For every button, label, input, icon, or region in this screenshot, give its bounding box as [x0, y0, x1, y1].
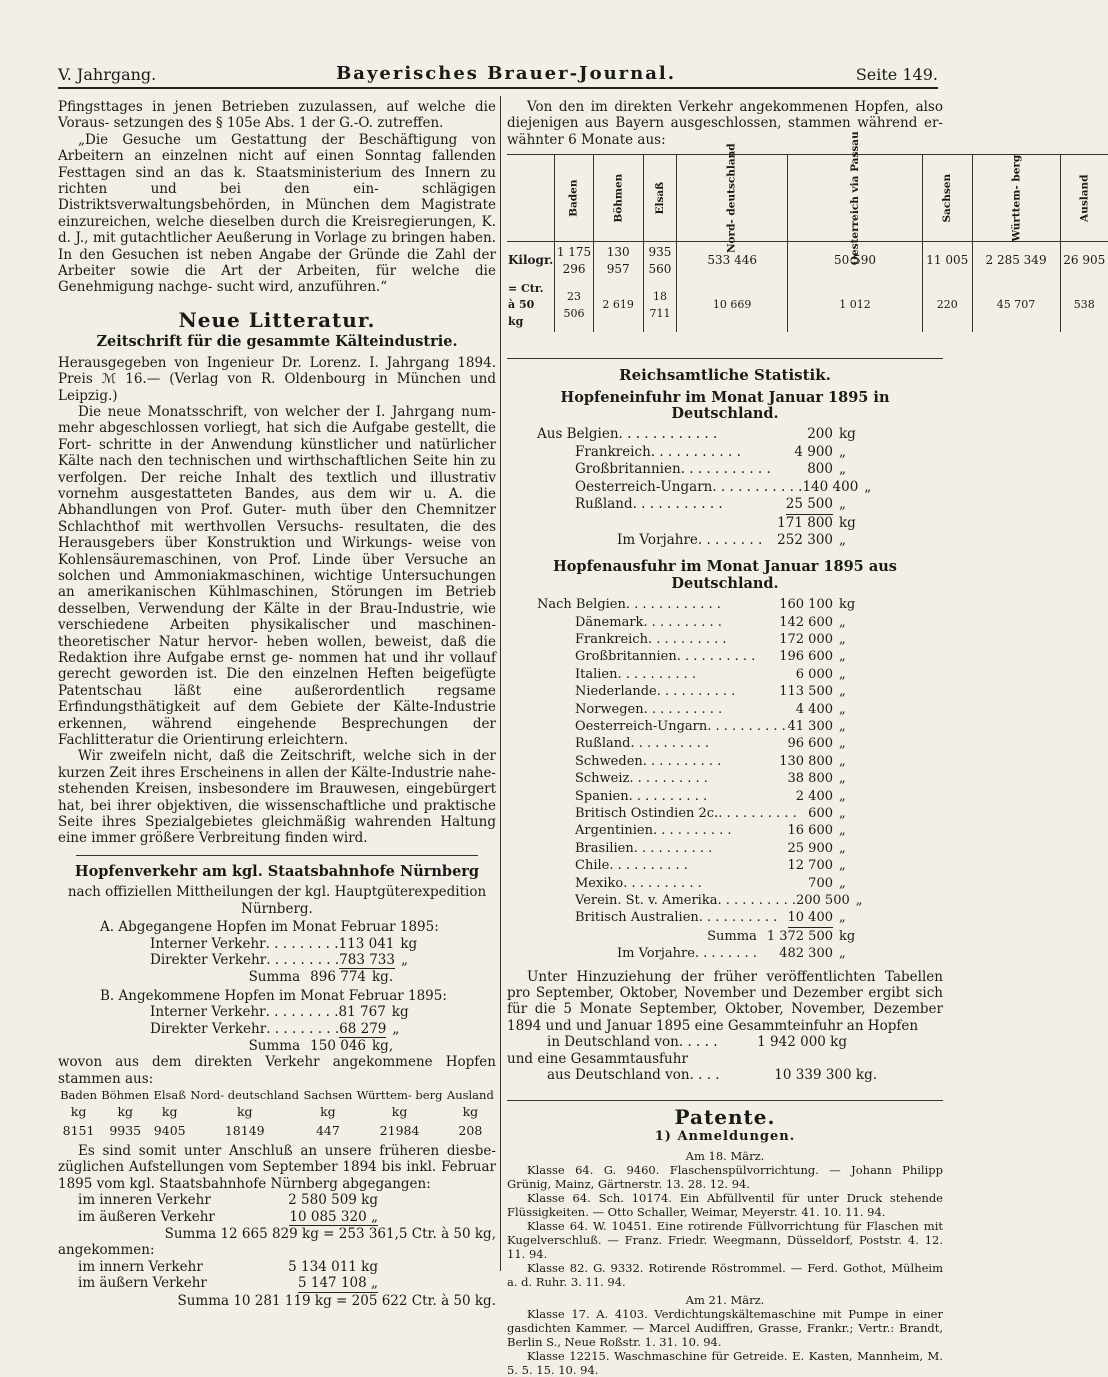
divider: [76, 855, 479, 856]
list-item: Spanien . . . . . . . . . . 2 400 „: [575, 788, 846, 804]
list-item: Britisch Ostindien 2c. . . . . . . . . . . 600 „: [575, 806, 846, 821]
table-row: Direkter Verkehr . . . . . . . . . 68 279 „: [150, 1020, 400, 1037]
list-item: Frankreich . . . . . . . . . . . 4 900 „: [575, 443, 846, 460]
column-header: Elsaß: [643, 155, 677, 242]
right-column: [507, 99, 1106, 1377]
table-row: Kilogr. 1 175 296 130 957 935 560 533 446 50 590 11 005 2 285 349 26 905: [507, 242, 1108, 279]
total-export-row: aus Deutschland von . . . . 10 339 300 kg.: [547, 1067, 877, 1084]
divider: [507, 358, 943, 359]
list-item: Klasse 12215. Waschmaschine für Getreide. E. Kasten, Mannheim, M. 5. 5. 15. 10. 94.: [507, 1349, 943, 1377]
list-item: Brasilien . . . . . . . . . . 25 900 „: [575, 840, 846, 856]
list-item: Dänemark . . . . . . . . . . 142 600 „: [575, 614, 846, 630]
previous-year-row: Im Vorjahre . . . . . . . . 252 300 „: [617, 531, 846, 548]
page-header: [58, 60, 938, 89]
block-b-title: B. Angekommene Hopfen im Monat Februar 1895:: [100, 987, 447, 1004]
origin-note: wovon aus dem direkten Verkehr angekommene Hopfen stammen aus:: [58, 1054, 496, 1087]
origin-table: [58, 1087, 496, 1140]
arrived-label: angekommen:: [58, 1242, 155, 1259]
value-cell: 8151: [62, 1122, 95, 1138]
column-header: Böhmen: [101, 1088, 150, 1103]
list-item: Frankreich . . . . . . . . . . 172 000 „: [575, 631, 846, 647]
table-row: im inneren Verkehr 2 580 509 kg: [78, 1192, 378, 1209]
export-title: Hopfenausfuhr im Monat Januar 1895 aus Deutschland.: [553, 558, 897, 592]
unit-cell: kg: [462, 1104, 479, 1120]
origin-statistics-table: [507, 131, 1108, 332]
column-header: Oesterreich via Passau: [788, 155, 923, 242]
column-header: [507, 155, 555, 242]
section-title-statistics: Reichsamtliche Statistik.: [619, 366, 831, 385]
list-item: Großbritannien . . . . . . . . . . . 800 „: [575, 461, 846, 478]
table-row: = Ctr. à 50 kg 23 506 2 619 18 711 10 669 1 012 220 45 707 538: [507, 279, 1108, 332]
block-b: [100, 988, 496, 1055]
sum-row: Summa 896 774 kg.: [248, 969, 394, 986]
list-item: Oesterreich-Ungarn . . . . . . . . . . . 140 400 „: [575, 478, 872, 495]
value-cell: 18149: [224, 1122, 265, 1138]
section-title-patents: Patente.: [674, 1104, 776, 1129]
list-item: Oesterreich-Ungarn . . . . . . . . . . 41 300 „: [575, 718, 846, 734]
table-row: Interner Verkehr . . . . . . . . . 113 041 kg: [150, 935, 418, 952]
unit-cell: kg: [161, 1104, 178, 1120]
import-list: [537, 426, 872, 549]
table-row: Direkter Verkehr . . . . . . . . . 783 733 „: [150, 951, 408, 968]
list-item: Klasse 64. G. 9460. Flaschenspülvorrichtung. — Johann Philipp Grünig, Mainz, Gärtnerstr. 13. 28. 12. 94.: [507, 1163, 943, 1192]
value-cell: 9405: [153, 1122, 186, 1138]
section-title-hopfenverkehr: Hopfenverkehr am kgl. Staatsbahnhofe Nürnberg: [74, 862, 480, 880]
list-item: Chile . . . . . . . . . . 12 700 „: [575, 858, 846, 874]
column-divider: [500, 96, 501, 1271]
list-item: Norwegen . . . . . . . . . . 4 400 „: [575, 701, 846, 717]
list-item: Schweiz . . . . . . . . . . 38 800 „: [575, 771, 846, 787]
sum-row: Summa 1 372 500 kg: [707, 928, 856, 944]
column-header: Böhmen: [593, 155, 643, 242]
paragraph: „Die Gesuche um Gestattung der Beschäftigung von Arbeitern an einzelnen nicht auf einen Sonntag fallenden Festtagen sind an das k. Staatsministerium des Innern zu richten und bei den ein- schlägigen Distriktsverwaltungsbehörden, in München dem Magistrate einzureichen, welche dieselben durch die Kreisregierungen, K. d. J., mit gutachtlicher Aeußerung in Vorlage zu bringen haben. In den Gesuchen ist neben Angabe der Gründe die Zahl der Arbeiter sowie die Art der Arbeiten, für welche die Genehmigung nachge- sucht wird, anzuführen.“: [58, 131, 496, 296]
list-item: Klasse 17. A. 4103. Verdichtungskältemaschine mit Pumpe in einer gasdichten Kammer. — Marcel Audiffren, Grasse, Frankr.; Vertr.: Brandt, Berlin S., Neue Roßstr. 1. 31. 10. 94.: [507, 1307, 943, 1350]
list-item: Britisch Australien . . . . . . . . . . 10 400 „: [537, 909, 867, 927]
column-header: Württem- berg: [972, 155, 1060, 242]
total-import-row: in Deutschland von . . . . . 1 942 000 kg: [547, 1034, 847, 1051]
summary-paragraph: Unter Hinzuziehung der früher veröffentlichten Tabellen pro September, Oktober, November und Dezember ergibt sich für die 5 Monate September, Oktober, November, Dezember 1894 und und Januar 1895 eine Gesammteinfuhr an Hopfen: [507, 968, 943, 1034]
sum-line: Summa 10 281 119 kg = 205 622 Ctr. à 50 kg.: [177, 1292, 496, 1309]
list-item: Schweden . . . . . . . . . . 130 800 „: [575, 753, 846, 769]
patents-subtitle: 1) Anmeldungen.: [654, 1128, 796, 1144]
column-header: Baden: [555, 155, 593, 242]
book-title: Zeitschrift für die gesammte Kälteindustrie.: [96, 333, 458, 351]
left-column: [58, 99, 496, 1309]
review-paragraph: Wir zweifeln nicht, daß die Zeitschrift, welche sich in der kurzen Zeit ihres Erscheinens in allen der Kälte-Industrie nahe- stehenden Kreisen, insbesondere im Brauwesen, eingebürgert hat, bei ihrer objektiven, die wissenschaftliche und praktische Seite ihres Spezialgebietes gleichmäßig wahrenden Haltung eine immer größere Verbreitung finden wird.: [58, 748, 496, 847]
review-paragraph: Die neue Monatsschrift, von welcher der I. Jahrgang num- mehr abgeschlossen vorliegt, hat sich die Aufgabe gestellt, die Fort- schritte in der Anwendung künstlicher und natürlicher Kälte nach den technischen und wirthschaftlichen Seite hin zu verfolgen. Der reiche Inhalt des textlich und illustrativ vornehm ausgestatteten Bandes, aus dem wir u. A. die Abhandlungen von Prof. Guter- muth über den Chemnitzer Schlachthof mit werthvollen Versuchs- resultaten, die des Herausgebers über Konstruktion und Wirkungs- weise von Kohlensäuremaschinen, von Prof. Linde über Versuche an solchen und Ammoniakmaschinen, wichtige Untersuchungen an amerikanischen Kühlmaschinen, Störungen im Betrieb desselben, Verwendung der Kälte in der Brau-Industrie, wie verschiedene Arbeiten physikalischer und maschinen-theoretischer Natur hervor- heben wollen, beweist, daß die Redaktion ihre Aufgabe ernst ge- nommen hat und ihr vollauf gerecht geworden ist. Die den einzelnen Heften beigefügte Patentschau läßt eine außerordentlich regsame Erfindungsthätigkeit auf dem Gebiete der Kälte-Industrie erkennen, während eingehende Besprechungen der Fachlitteratur die Orientirung erleichtern.: [58, 403, 496, 749]
page-number: Seite 149.: [855, 65, 938, 84]
unit-cell: kg: [391, 1104, 408, 1120]
list-item: Klasse 82. G. 9332. Rotirende Röstrommel. — Ferd. Gothot, Mülheim a. d. Ruhr. 3. 11. 94.: [507, 1261, 943, 1290]
divider: [507, 1100, 943, 1101]
block-a: [100, 919, 496, 986]
value-cell: 447: [315, 1122, 340, 1138]
summary-text: und eine Gesammtausfuhr: [507, 1050, 688, 1067]
patent-list: [507, 1163, 943, 1289]
table-row: im äußern Verkehr 5 147 108 „: [78, 1275, 378, 1292]
block-a-title: A. Abgegangene Hopfen im Monat Februar 1895:: [100, 919, 439, 936]
section-title-literature: Neue Litteratur.: [178, 307, 376, 332]
patent-list: [507, 1307, 943, 1377]
list-item: Mexiko . . . . . . . . . . 700 „: [575, 875, 846, 891]
sum-row: Summa 150 046 kg,: [248, 1037, 394, 1054]
list-item: Italien . . . . . . . . . . 6 000 „: [575, 666, 846, 682]
list-item: Rußland . . . . . . . . . . 96 600 „: [575, 736, 846, 752]
column-header: Nord- deutschland: [677, 155, 788, 242]
table-row: im äußeren Verkehr 10 085 320 „: [78, 1208, 378, 1225]
list-item: Niederlande . . . . . . . . . . 113 500 „: [575, 684, 846, 700]
list-item: Klasse 64. Sch. 10174. Ein Abfüllventil für unter Druck stehende Flüssigkeiten. — Otto Schaller, Weimar, Meyerstr. 41. 10. 11. 94.: [507, 1191, 943, 1220]
book-info: Herausgegeben von Ingenieur Dr. Lorenz. I. Jahrgang 1894. Preis ℳ 16.— (Verlag von R. Oldenbourg in München und Leipzig.): [58, 354, 496, 404]
list-item: Klasse 64. W. 10451. Eine rotirende Füllvorrichtung für Flaschen mit Kugelverschluß. — Franz. Friedr. Weegmann, Düsseldorf, Poststr. 4. 12. 11. 94.: [507, 1219, 943, 1262]
unit-cell: kg: [320, 1104, 336, 1120]
export-list: [537, 596, 867, 963]
column-header: Ausland: [1060, 155, 1108, 242]
import-title: Hopfeneinfuhr im Monat Januar 1895 in Deutschland.: [560, 388, 890, 423]
table-row: Interner Verkehr . . . . . . . . . 81 767 kg: [150, 1004, 409, 1021]
section-subtitle: nach offiziellen Mittheilungen der kgl. Hauptgüterexpedition Nürnberg.: [67, 884, 487, 917]
list-item: Argentinien . . . . . . . . . . 16 600 „: [575, 823, 846, 839]
unit-cell: kg: [117, 1104, 134, 1120]
column-header: Württem- berg: [356, 1088, 443, 1103]
column-header: Baden: [60, 1088, 97, 1103]
column-header: Sachsen: [922, 155, 972, 242]
date-heading: Am 21. März.: [685, 1293, 765, 1308]
unit-cell: kg: [70, 1104, 87, 1120]
column-header: Ausland: [446, 1088, 494, 1103]
previous-year-row: Im Vorjahre . . . . . . . . 482 300 „: [617, 946, 846, 962]
paragraph: Pfingsttages in jenen Betrieben zuzulassen, auf welche die Voraus- setzungen des § 105e Abs. 1 der G.-O. zutreffen.: [58, 99, 496, 132]
volume-label: V. Jahrgang.: [58, 65, 157, 84]
table-row: im innern Verkehr 5 134 011 kg: [78, 1258, 378, 1275]
sum-line: Summa 12 665 829 kg = 253 361,5 Ctr. à 50 kg,: [164, 1226, 496, 1242]
list-item: Verein. St. v. Amerika . . . . . . . . . . 200 500 „: [575, 893, 863, 909]
paragraph: Von den im direkten Verkehr angekommenen Hopfen, also diejenigen aus Bayern ausgeschlossen, stammen während er- wähnter 6 Monate aus:: [507, 99, 943, 148]
date-heading: Am 18. März.: [685, 1149, 765, 1164]
value-cell: 9935: [109, 1122, 142, 1138]
unit-cell: kg: [236, 1104, 253, 1120]
value-cell: 208: [458, 1122, 483, 1138]
summary-paragraph: Es sind somit unter Anschluß an unsere früheren diesbe- züglichen Aufstellungen vom September 1894 bis inkl. Februar 1895 vom kgl. Staatsbahnhofe Nürnberg abgegangen:: [58, 1142, 496, 1192]
list-item: Rußland . . . . . . . . . . . 25 500 „: [537, 496, 867, 514]
list-item: Aus Belgien . . . . . . . . . . . . 200 kg: [537, 426, 856, 443]
total-row: 171 800 kg: [777, 514, 856, 531]
column-header: Sachsen: [303, 1088, 353, 1103]
value-cell: 21984: [379, 1122, 420, 1138]
journal-title: Bayerisches Brauer-Journal.: [336, 63, 677, 84]
column-header: Nord- deutschland: [190, 1088, 300, 1103]
list-item: Nach Belgien . . . . . . . . . . . . 160 100 kg: [537, 597, 856, 613]
column-header: Elsaß: [153, 1088, 186, 1103]
list-item: Großbritannien . . . . . . . . . . 196 600 „: [575, 649, 846, 665]
